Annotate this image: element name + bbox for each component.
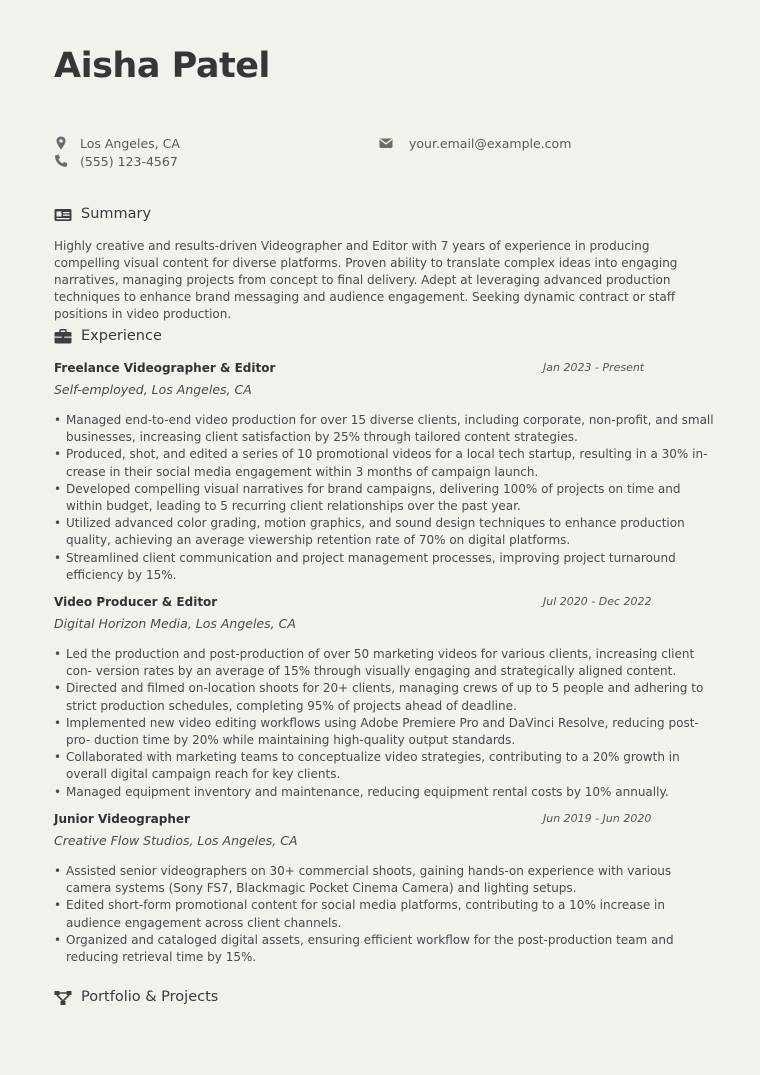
list-item: • Assisted senior videographers on 30+ commercial shoots, gaining hands-on experience with various camera systems (Sony FS7, Blackmagic Pocket Cinema Camera) and lighting setups. — [54, 863, 714, 897]
list-item: • Collaborated with marketing teams to conceptualize video strategies, contributing to a 20% growth in overall digital campaign reach for key clients. — [54, 749, 714, 783]
candidate-name: Aisha Patel — [54, 46, 270, 86]
job-date: Jul 2020 - Dec 2022 — [543, 595, 652, 608]
job-company: Self-employed, Los Angeles, CA — [54, 382, 252, 397]
job-bullets — [54, 646, 714, 801]
summary-text: Highly creative and results-driven Videographer and Editor with 7 years of experience in producing compelling visual content for diverse platforms. Proven ability to translate complex ideas into engaging narratives, managing projects from concept to final delivery. Adept at leveraging advanced production techniques to enhance brand messaging and audience engagement. Seeking dynamic contract or staff positions in video production. — [54, 239, 678, 321]
job-title: Video Producer & Editor — [54, 595, 218, 609]
job-title: Junior Videographer — [54, 812, 190, 826]
list-item: • Managed end-to-end video production for over 15 diverse clients, including corporate, non-profit, and small businesses, increasing client satisfaction by 25% through tailored content strategies. — [54, 412, 714, 446]
map-pin-icon — [54, 136, 68, 150]
list-item: • Organized and cataloged digital assets, ensuring efficient workflow for the post-production team and reducing retrieval time by 15%. — [54, 932, 714, 966]
experience-heading-text: Experience — [81, 328, 162, 344]
phone-icon — [54, 154, 68, 168]
contact-phone — [54, 154, 178, 169]
portfolio-heading-text: Portfolio & Projects — [81, 989, 219, 1005]
contact-location — [54, 136, 180, 151]
list-item: • Produced, shot, and edited a series of 10 promotional videos for a local tech startup, resulting in a 30% in- crease in their social media engagement within 3 months of campaign launch. — [54, 446, 714, 480]
list-item: • Streamlined client communication and project management processes, improving project turnaround efficiency by 15%. — [54, 550, 714, 584]
contact-email — [379, 136, 572, 151]
list-item: • Implemented new video editing workflows using Adobe Premiere Pro and DaVinci Resolve, reducing post-pro- duction time by 20% while maintaining high-quality output standards. — [54, 715, 714, 749]
job-bullets — [54, 863, 714, 966]
contact-email-text[interactable]: your.email@example.com — [409, 136, 572, 151]
list-item: • Managed equipment inventory and maintenance, reducing equipment rental costs by 10% annually. — [54, 784, 714, 801]
envelope-icon — [379, 136, 393, 150]
job-title: Freelance Videographer & Editor — [54, 361, 276, 375]
job-date: Jan 2023 - Present — [543, 361, 645, 374]
list-item: • Directed and filmed on-location shoots for 20+ clients, managing crews of up to 5 people and adhering to strict production schedules, completing 95% of projects ahead of deadline. — [54, 680, 714, 714]
job-bullets — [54, 412, 714, 584]
contact-phone-text: (555) 123-4567 — [80, 154, 178, 169]
job-company: Digital Horizon Media, Los Angeles, CA — [54, 616, 296, 631]
briefcase-icon — [54, 329, 72, 345]
list-item: • Edited short-form promotional content for social media platforms, contributing to a 10% increase in audience engagement across client channels. — [54, 897, 714, 931]
list-item: • Utilized advanced color grading, motion graphics, and sound design techniques to enhance production quality, achieving an average viewership retention rate of 70% on digital platforms. — [54, 515, 714, 549]
list-item: • Led the production and post-production of over 50 marketing videos for various clients, increasing client con- version rates by an average of 15% through visually engaging and strategically aligned content. — [54, 646, 714, 680]
summary-heading-text: Summary — [81, 206, 152, 222]
job-date: Jun 2019 - Jun 2020 — [543, 812, 652, 825]
id-card-icon — [54, 207, 72, 223]
job-company: Creative Flow Studios, Los Angeles, CA — [54, 833, 298, 848]
sitemap-icon — [54, 990, 72, 1006]
list-item: • Developed compelling visual narratives for brand campaigns, delivering 100% of projects on time and within budget, leading to 5 recurring client relationships over the past year. — [54, 481, 714, 515]
contact-location-text: Los Angeles, CA — [80, 136, 180, 151]
